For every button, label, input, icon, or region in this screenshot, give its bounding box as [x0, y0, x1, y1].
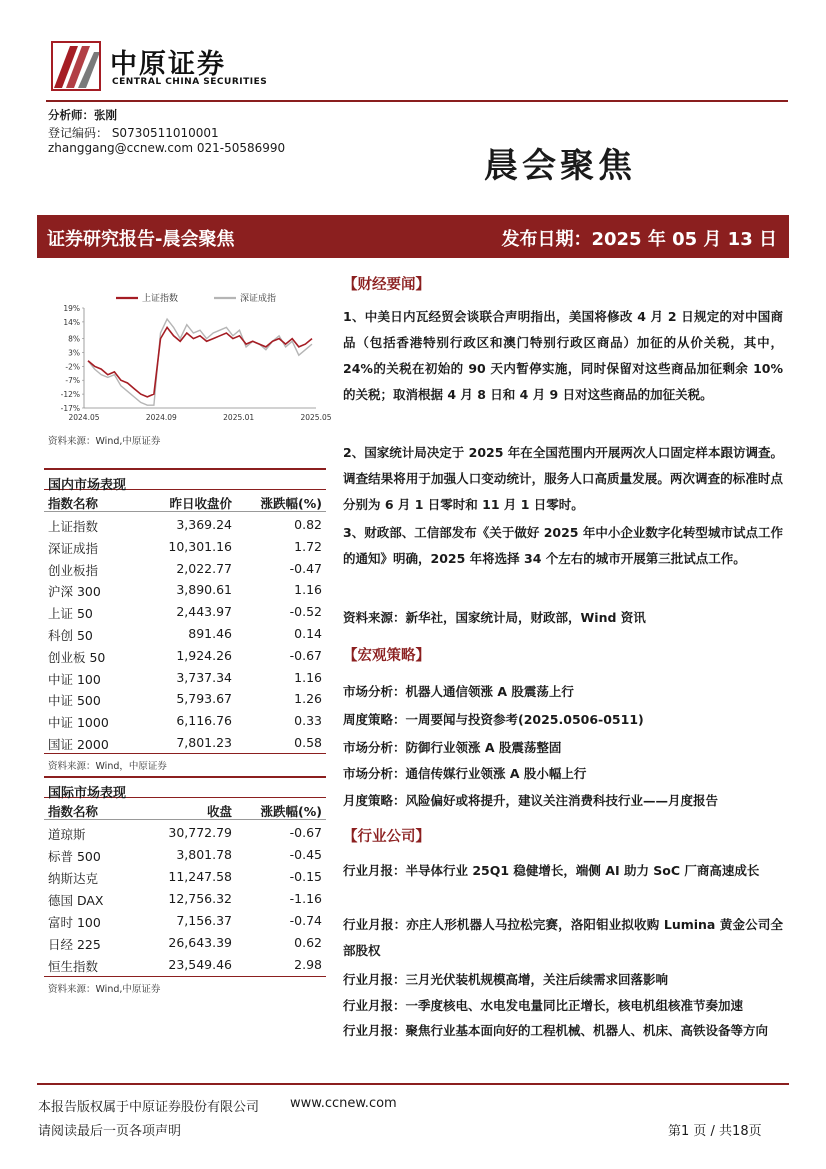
close-value-cell: 6,116.76: [176, 713, 232, 729]
intl-header-close: 收盘: [206, 804, 232, 819]
change-pct-cell: 2.98: [294, 957, 322, 972]
table-row: [44, 931, 326, 953]
macro-item-2[interactable]: 周度策略：一周要闻与投资参考(2025.0506-0511): [343, 712, 644, 727]
industry-section-title: 【行业公司】: [343, 829, 430, 845]
chart-legend-label: 深证成指: [240, 294, 277, 304]
chart-y-tick-label: 14%: [63, 317, 80, 327]
close-value-cell: 26,643.39: [168, 935, 232, 950]
index-name-cell: 科创 50: [48, 628, 93, 643]
industry-item-3[interactable]: 行业月报：三月光伏装机规模高增，关注后续需求回落影响: [343, 972, 669, 987]
close-value-cell: 5,793.67: [176, 691, 232, 707]
chart-svg: [44, 286, 332, 430]
industry-item-2[interactable]: 行业月报：亦庄人形机器人马拉松完赛，洛阳钼业拟收购 Lumina 黄金公司全部股权: [343, 917, 783, 958]
table-row: [44, 887, 326, 909]
footer-disclaimer: 请阅读最后一页各项声明: [38, 1124, 182, 1139]
change-pct-cell: 1.16: [294, 669, 322, 685]
chart-legend-label: 上证指数: [142, 294, 179, 304]
chart-x-tick-label: 2025.01: [223, 413, 255, 422]
table-row: [44, 909, 326, 931]
report-title: 晨会聚焦: [484, 146, 636, 186]
change-pct-cell: 0.33: [294, 713, 322, 729]
analyst-name: 分析师：张刚: [48, 108, 117, 122]
index-trend-chart: [44, 286, 332, 430]
banner-report-type: 证券研究报告-晨会聚焦: [47, 229, 235, 250]
close-value-cell: 3,737.34: [176, 669, 232, 685]
table-row: [44, 513, 326, 535]
domestic-table-title: 国内市场表现: [44, 468, 326, 490]
index-name-cell: 德国 DAX: [48, 893, 104, 908]
index-name-cell: 上证指数: [48, 519, 99, 534]
news-item-3: 3、财政部、工信部发布《关于做好 2025 年中小企业数字化转型城市试点工作的通知》明确，2025 年将选择 34 个左右的城市开展第三批试点工作。: [343, 525, 783, 566]
close-value-cell: 3,801.78: [176, 847, 232, 862]
change-pct-cell: -0.67: [289, 647, 322, 663]
close-value-cell: 3,890.61: [176, 582, 232, 598]
change-pct-cell: -0.45: [289, 847, 322, 862]
table-row: [44, 953, 326, 975]
chart-y-tick-label: 8%: [68, 334, 80, 344]
index-name-cell: 恒生指数: [48, 959, 99, 974]
change-pct-cell: -0.15: [289, 869, 322, 884]
close-value-cell: 23,549.46: [168, 957, 232, 972]
banner-publish-date: 发布日期：2025 年 05 月 13 日: [501, 229, 777, 250]
change-pct-cell: -1.16: [289, 891, 322, 906]
table-row: [44, 709, 326, 731]
international-table-title: 国际市场表现: [44, 776, 326, 798]
table-row: [44, 687, 326, 709]
table-row: [44, 557, 326, 579]
domestic-table-source: 资料来源：Wind，中原证券: [48, 761, 167, 772]
table-row: [44, 843, 326, 865]
footer-page-number: 第1 页 / 共18页: [668, 1124, 762, 1139]
industry-item-4[interactable]: 行业月报：一季度核电、水电发电量同比正增长，核电机组核准节奏加速: [343, 998, 744, 1013]
change-pct-cell: 1.26: [294, 691, 322, 707]
news-source: 资料来源：新华社，国家统计局，财政部，Wind 资讯: [343, 610, 646, 625]
footer-website-link[interactable]: www.ccnew.com: [290, 1096, 397, 1111]
industry-item-5[interactable]: 行业月报：聚焦行业基本面向好的工程机械、机器人、机床、高铁设备等方向: [343, 1023, 769, 1038]
macro-item-5[interactable]: 月度策略：风险偏好或将提升，建议关注消费科技行业——月度报告: [343, 793, 719, 808]
chart-y-tick-label: -7%: [65, 376, 80, 386]
international-table-header: [44, 798, 326, 820]
close-value-cell: 3,369.24: [176, 517, 232, 532]
registration-code: 登记编码： S0730511010001: [48, 126, 219, 140]
index-name-cell: 日经 225: [48, 937, 101, 952]
index-name-cell: 中证 500: [48, 693, 101, 709]
report-banner: [37, 215, 789, 258]
index-name-cell: 国证 2000: [48, 737, 109, 752]
header-divider: [46, 100, 788, 102]
domestic-table-header: [44, 490, 326, 512]
chart-y-tick-label: -2%: [65, 362, 80, 372]
change-pct-cell: -0.67: [289, 825, 322, 840]
table-row: [44, 644, 326, 666]
chart-x-tick-label: 2025.05: [300, 413, 332, 422]
table-row: [44, 821, 326, 843]
change-pct-cell: 0.58: [294, 735, 322, 750]
footer-copyright: 本报告版权属于中原证券股份有限公司: [38, 1100, 260, 1115]
close-value-cell: 11,247.58: [168, 869, 232, 884]
index-name-cell: 中证 1000: [48, 715, 109, 731]
news-item-2: 2、国家统计局决定于 2025 年在全国范围内开展两次人口固定样本跟访调查。调查结果将用于加强人口变动统计，服务人口高质量发展。两次调查的标准时点分别为 6 月 1 日零时和 11 月 1 日零时。: [343, 445, 783, 512]
index-name-cell: 中证 100: [48, 671, 101, 687]
chart-x-tick-label: 2024.05: [68, 413, 100, 422]
logo-english-name: CENTRAL CHINA SECURITIES: [112, 77, 268, 87]
domestic-table-end-rule: [44, 753, 326, 754]
change-pct-cell: -0.52: [289, 604, 322, 620]
close-value-cell: 30,772.79: [168, 825, 232, 840]
international-table-source: 资料来源：Wind,中原证券: [48, 984, 161, 995]
intl-header-name: 指数名称: [48, 804, 99, 819]
table-row: [44, 731, 326, 753]
chart-y-tick-label: -17%: [60, 404, 80, 413]
change-pct-cell: 0.14: [294, 626, 322, 641]
index-name-cell: 沪深 300: [48, 584, 101, 600]
index-name-cell: 道琼斯: [48, 827, 86, 842]
index-name-cell: 富时 100: [48, 915, 101, 930]
change-pct-cell: 0.82: [294, 517, 322, 532]
table-row: [44, 600, 326, 622]
intl-header-change: 涨跌幅(%): [260, 804, 322, 819]
close-value-cell: 891.46: [188, 626, 232, 641]
chart-series-line-shenzhen: [88, 319, 312, 405]
close-value-cell: 7,156.37: [176, 913, 232, 928]
index-name-cell: 创业板指: [48, 562, 99, 578]
index-name-cell: 纳斯达克: [48, 871, 99, 886]
macro-item-4[interactable]: 市场分析：通信传媒行业领涨 A 股小幅上行: [343, 766, 587, 781]
chart-y-tick-label: -12%: [60, 390, 80, 400]
domestic-header-close: 昨日收盘价: [169, 496, 232, 511]
international-table-end-rule: [44, 976, 326, 977]
table-row: [44, 578, 326, 600]
close-value-cell: 7,801.23: [176, 735, 232, 750]
chart-y-tick-label: 3%: [68, 348, 80, 358]
table-row: [44, 535, 326, 557]
close-value-cell: 1,924.26: [176, 647, 232, 663]
chart-x-tick-label: 2024.09: [145, 413, 177, 422]
change-pct-cell: -0.47: [289, 560, 322, 576]
industry-item-1[interactable]: 行业月报：半导体行业 25Q1 稳健增长，端侧 AI 助力 SoC 厂商高速成长: [343, 863, 760, 878]
chart-y-tick-label: 19%: [63, 304, 80, 313]
company-logo-icon: [50, 40, 102, 92]
news-item-1: 1、中美日内瓦经贸会谈联合声明指出，美国将修改 4 月 2 日规定的对中国商品（包括香港特别行政区和澳门特别行政区商品）加征的从价关税，其中，24%的关税在初始的 90 天内暂停实施，同时保留对这些商品加征剩余 10%的关税；取消根据 4 月 8 日和 4 月 9 日对这些商品的加征关税。: [343, 309, 783, 402]
index-name-cell: 深证成指: [48, 540, 99, 556]
index-name-cell: 上证 50: [48, 606, 93, 622]
news-section-title: 【财经要闻】: [343, 277, 430, 293]
footer-divider: [37, 1083, 789, 1085]
table-row: [44, 865, 326, 887]
change-pct-cell: 1.72: [294, 538, 322, 554]
domestic-header-name: 指数名称: [48, 496, 99, 511]
macro-section-title: 【宏观策略】: [343, 648, 430, 664]
close-value-cell: 10,301.16: [168, 538, 232, 554]
logo-chinese-name: 中原证券: [110, 49, 226, 80]
change-pct-cell: 1.16: [294, 582, 322, 598]
index-name-cell: 创业板 50: [48, 649, 106, 665]
chart-source: 资料来源：Wind,中原证券: [48, 436, 161, 447]
index-name-cell: 标普 500: [48, 849, 101, 864]
analyst-contact: zhanggang@ccnew.com 021-50586990: [48, 141, 286, 155]
close-value-cell: 2,022.77: [176, 560, 232, 576]
close-value-cell: 12,756.32: [168, 891, 232, 906]
close-value-cell: 2,443.97: [176, 604, 232, 620]
table-row: [44, 666, 326, 688]
change-pct-cell: -0.74: [289, 913, 322, 928]
macro-item-3[interactable]: 市场分析：防御行业领涨 A 股震荡整固: [343, 740, 562, 755]
table-row: [44, 622, 326, 644]
domestic-header-change: 涨跌幅(%): [260, 496, 322, 511]
macro-item-1[interactable]: 市场分析：机器人通信领涨 A 股震荡上行: [343, 684, 574, 699]
change-pct-cell: 0.62: [294, 935, 322, 950]
